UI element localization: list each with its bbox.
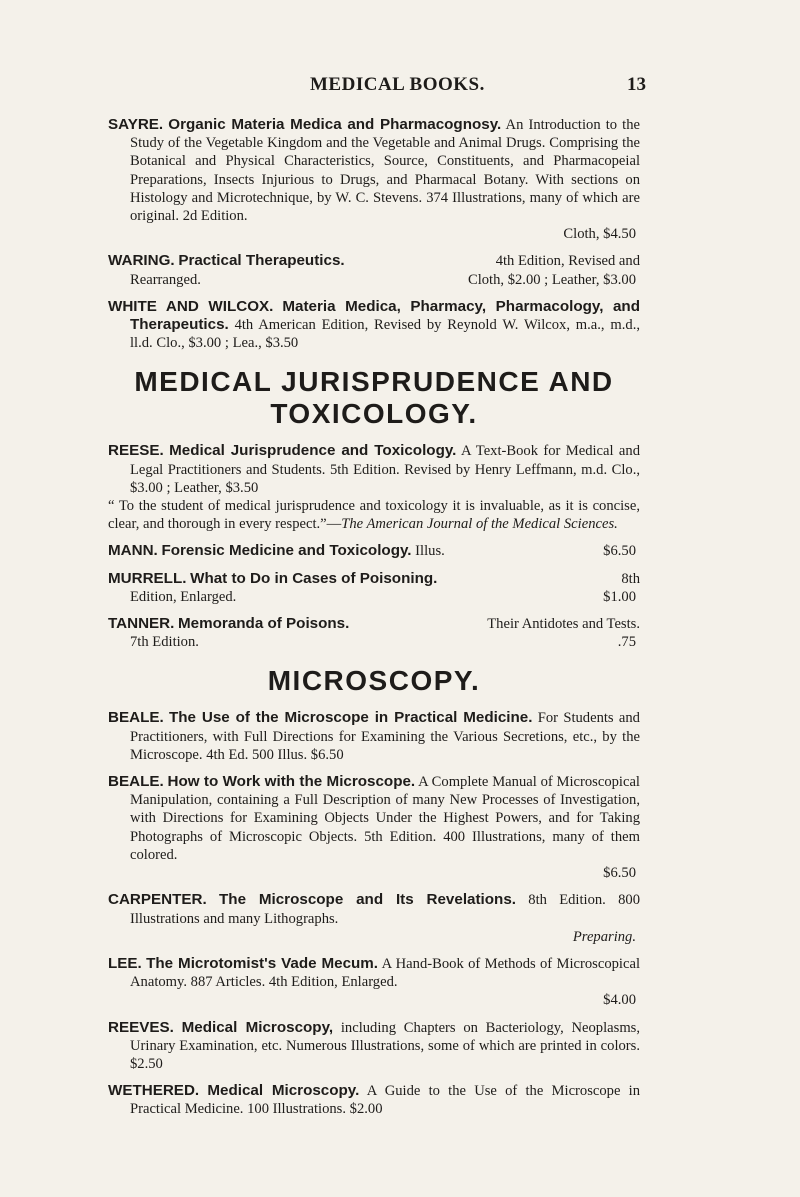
entry-title: Medical Jurisprudence and Toxicology. [169, 442, 457, 460]
entry-price: Cloth, $4.50 [563, 226, 636, 243]
entry-price: $2.00 [349, 1101, 383, 1118]
entry-author: WHITE AND WILCOX. [108, 297, 274, 315]
catalog-entry-carpenter [108, 891, 640, 946]
entry-author: TANNER. [108, 615, 175, 633]
entry-author: BEALE. [108, 709, 164, 727]
entry-author: REEVES. [108, 1018, 174, 1036]
entry-description: A Complete Manual of Microscopical Manipulation, containing a Full Description of many New Processes of Investigation, with Directions for Examining Objects Under the Highest Powers, and for Taking Photographs of Microscopic Objects. 5th Edition. 400 Illustrations, many of them colored. [130, 774, 640, 863]
entry-description: A Guide to the Use of the Microscope in Practical Medicine. 100 Illustrations. [130, 1083, 641, 1118]
entry-description: A Text-Book for Medical and Legal Practitioners and Students. 5th Edition. Revised by Henry Leffmann, m.d. [130, 443, 641, 478]
entry-title: Medical Microscopy. [207, 1082, 360, 1100]
entry-description: A Hand-Book of Methods of Microscopical Anatomy. 887 Articles. 4th Edition, Enlarged. [130, 955, 640, 991]
catalog-entry-tanner [108, 615, 640, 651]
entry-author: WETHERED. [108, 1082, 200, 1100]
entry-price: .75 [617, 634, 636, 651]
entry-price: Cloth, $2.00 ; Leather, $3.00 [467, 271, 636, 288]
catalog-entry-reeves [108, 1019, 640, 1074]
catalog-entry-mann [108, 542, 640, 560]
entry-price: $2.50 [130, 1055, 163, 1072]
entry-author: SAYRE. [108, 116, 164, 133]
entry-author: MURRELL. [108, 569, 187, 587]
section-heading-microscopy: MICROSCOPY. [267, 665, 481, 697]
entry-author: REESE. [108, 442, 164, 460]
entry-title: Forensic Medicine and Toxicology. [161, 542, 412, 560]
entry-description: 4th American Edition, Revised by Reynold W. Wilcox, m.a., m.d., ll.d. [130, 317, 640, 352]
section-heading-jurisprudence [108, 366, 640, 430]
entry-title: Practical Therapeutics. [178, 252, 345, 270]
entry-title: How to Work with the Microscope. [167, 773, 416, 791]
catalog-entry-wethered [108, 1082, 640, 1118]
entry-title: The Microtomist's Vade Mecum. [146, 954, 379, 972]
catalog-entry-reese [108, 442, 640, 533]
entry-title: Organic Materia Medica and Pharmacognosy. [168, 116, 502, 133]
catalog-entry-beale-2 [108, 773, 640, 882]
entry-description: Their Antidotes and Tests. [487, 616, 640, 633]
entry-title: What to Do in Cases of Poisoning. [190, 569, 438, 587]
entry-author: WARING. [108, 252, 175, 270]
catalog-entry-sayre [108, 116, 640, 243]
entry-author: CARPENTER. [108, 891, 207, 909]
catalog-entry-white-wilcox [108, 298, 640, 353]
entry-description: For Students and Practitioners, with Full Directions for Examining the Various Secretions, etc., by the Microscope. 4th Ed. 500 Illus. [130, 710, 640, 763]
entry-title: Memoranda of Poisons. [178, 615, 350, 633]
catalog-entry-lee [108, 955, 640, 1010]
section-heading-line: TOXICOLOGY. [270, 398, 478, 430]
entry-description-cont: 7th Edition. [130, 634, 199, 651]
entry-price: $4.00 [603, 992, 636, 1009]
running-head [0, 74, 800, 98]
entry-price: Preparing. [572, 928, 636, 945]
entry-description: 8th Edition. 800 Illustrations and many Lithographs. [130, 892, 640, 927]
review-quote [108, 497, 640, 533]
entry-description: including Chapters on Bacteriology, Neoplasms, Urinary Examination, etc. Numerous Illustrations, some of which are printed in colors. [130, 1019, 640, 1054]
entry-author: BEALE. [108, 773, 164, 791]
entry-description-cont: Rearranged. [130, 271, 201, 288]
quote-source: The American Journal of the Medical Sciences. [341, 516, 618, 533]
entry-title: Materia Medica, Pharmacy, Pharmacology, and Therapeutics. [130, 297, 640, 334]
entry-price: Clo., $3.00 ; Lea., $3.50 [156, 335, 299, 352]
entry-author: LEE. [108, 954, 142, 972]
catalog-entry-murrell [108, 570, 640, 606]
entry-description: Illus. [415, 543, 445, 560]
entry-price: $6.50 [603, 543, 636, 560]
entry-author: MANN. [108, 542, 158, 560]
entry-title: The Microscope and Its Revelations. [219, 891, 516, 909]
entry-title: The Use of the Microscope in Practical Medicine. [169, 709, 533, 727]
entry-price: $6.50 [603, 865, 636, 882]
entry-title: Medical Microscopy, [181, 1018, 334, 1036]
quote-text: “ To the student of medical jurisprudence and toxicology it is invaluable, as it is concise, clear, and thorough in every respect.”— [108, 498, 640, 533]
entry-price: $1.00 [603, 588, 636, 605]
page-number: 13 [627, 74, 646, 95]
entry-description: 8th [621, 570, 640, 587]
catalog-entry-beale-1 [108, 709, 640, 764]
entry-price: Clo., $3.00 ; Leather, $3.50 [130, 461, 640, 496]
entry-description-cont: Edition, Enlarged. [130, 588, 237, 605]
entry-description: 4th Edition, Revised and [495, 253, 640, 270]
running-head-title: MEDICAL BOOKS. [310, 74, 485, 95]
entry-price: $6.50 [310, 746, 344, 763]
entry-description: An Introduction to the Study of the Vegetable Kingdom and the Vegetable and Animal Drugs. Comprising the Botanical and Physical Characteristics, Source, Constituents, and Pharmacopeial Preparations, Insects Injurious to Drugs, and Pharmacal Botany. With sections on Histology and Microtechnique, by W. C. Stevens. 374 Illustrations, many of which are original. 2d Edition. [130, 117, 640, 225]
catalog-content [108, 116, 640, 1128]
section-heading-line: MEDICAL JURISPRUDENCE AND [134, 366, 614, 398]
catalog-entry-waring [108, 252, 640, 288]
